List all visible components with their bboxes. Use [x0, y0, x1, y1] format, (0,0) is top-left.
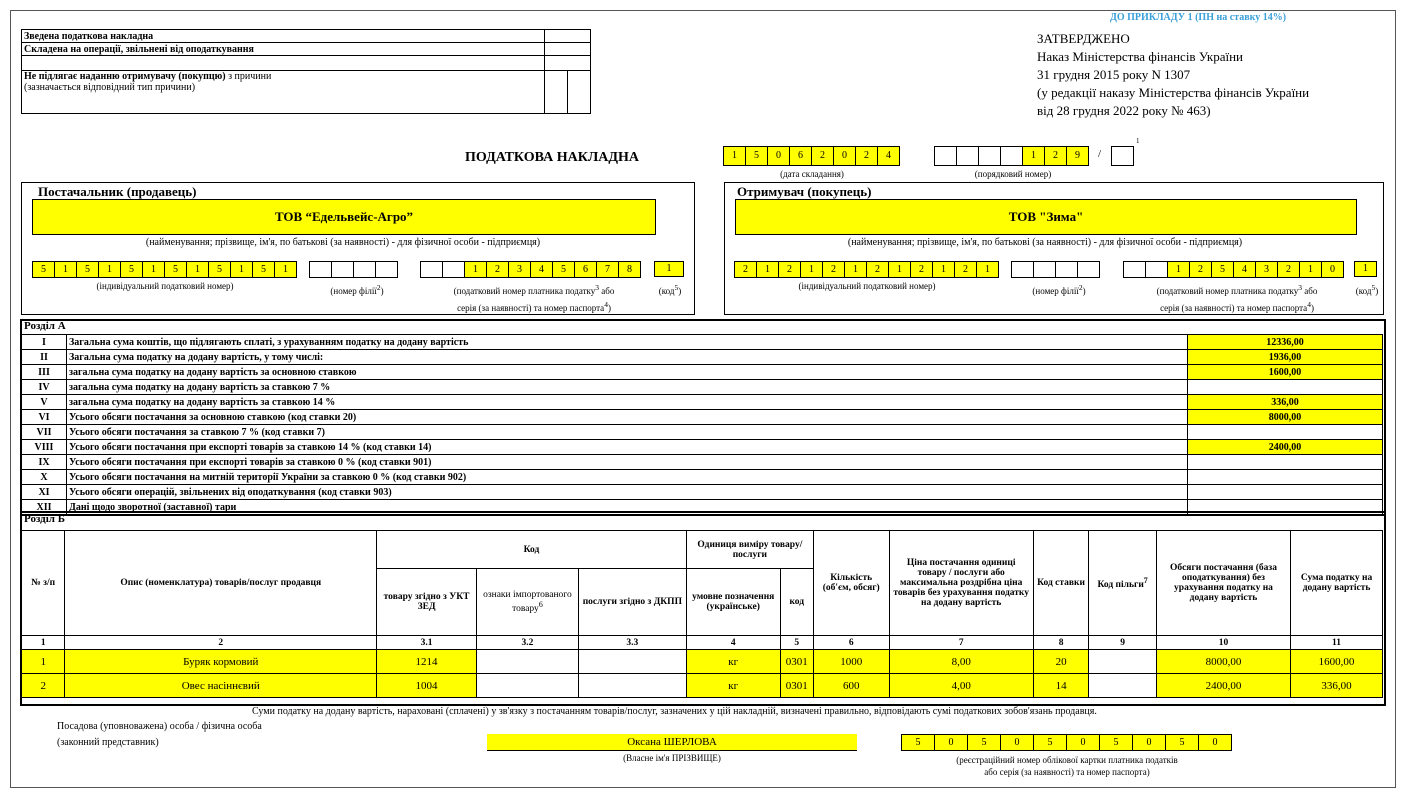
date-cells[interactable]	[723, 146, 899, 166]
reg-digit-9[interactable]: 0	[1198, 734, 1232, 751]
cell-imp[interactable]	[476, 650, 578, 674]
column-number: 5	[780, 636, 813, 650]
buyer-ipn-digit-3[interactable]: 1	[800, 261, 823, 278]
column-number: 2	[65, 636, 377, 650]
cell-uktzed[interactable]: 1004	[377, 674, 477, 698]
seller-ipn-digit-5[interactable]: 1	[142, 261, 165, 278]
h-unit: Одиниця виміру товару/послуги	[686, 531, 813, 569]
section-a-row-value[interactable]: 12336,00	[1188, 335, 1383, 350]
buyer-ipn-digit-6[interactable]: 2	[866, 261, 889, 278]
seller-ipn-digit-7[interactable]: 1	[186, 261, 209, 278]
buyer-passport-digit-2[interactable]: 1	[1167, 261, 1190, 278]
column-number: 3.2	[476, 636, 578, 650]
h-unit-name: умовне позначення (українське)	[686, 569, 780, 636]
cell-qty[interactable]: 600	[813, 674, 889, 698]
seller-code-caption: (код$^5$)	[658, 283, 682, 296]
buyer-passport-digit-0[interactable]	[1123, 261, 1146, 278]
table-row	[22, 650, 1383, 674]
cell-imp[interactable]	[476, 674, 578, 698]
column-number: 1	[22, 636, 65, 650]
h-desc: Опис (номенклатура) товарів/послуг продавця	[65, 531, 377, 636]
buyer-ipn-digit-9[interactable]: 1	[932, 261, 955, 278]
seller-passport-digit-5[interactable]: 4	[530, 261, 553, 278]
seller-branch-caption: (номер філії$^2$)	[330, 283, 384, 296]
cell-n[interactable]: 1	[22, 650, 65, 674]
seller-code-cell[interactable]: 1	[654, 261, 684, 277]
buyer-passport-digit-4[interactable]: 5	[1211, 261, 1234, 278]
reason-box-1[interactable]	[545, 71, 568, 114]
reg-caption: (реєстраційний номер облікової картки платника податків або серія (за наявності) та номер паспорта)	[956, 755, 1178, 777]
h-vat: Сума податку на додану вартість	[1291, 531, 1383, 636]
buyer-ipn-digit-5[interactable]: 1	[844, 261, 867, 278]
seller-passport-digit-4[interactable]: 3	[508, 261, 531, 278]
seller-ipn-caption: (індивідуальний податковий номер)	[96, 281, 234, 291]
column-number: 8	[1033, 636, 1088, 650]
section-a-row	[22, 395, 1383, 410]
seller-ipn-digit-4[interactable]: 5	[120, 261, 143, 278]
reg-digit-6[interactable]: 5	[1099, 734, 1133, 751]
section-a-row-value[interactable]: 1936,00	[1188, 350, 1383, 365]
column-number: 7	[889, 636, 1033, 650]
buyer-name[interactable]: ТОВ "Зима"	[735, 199, 1357, 235]
h-unit-code: код	[780, 569, 813, 636]
section-a-table	[21, 334, 1383, 515]
section-a-row-num: IX	[22, 455, 67, 470]
seller-passport-digit-0[interactable]	[420, 261, 443, 278]
section-a-row-num: III	[22, 365, 67, 380]
section-a-row-desc: Загальна сума коштів, що підлягають сплаті, з урахуванням податку на додану вартість	[67, 335, 1188, 350]
seller-ipn-digit-11[interactable]: 1	[274, 261, 297, 278]
buyer-ipn-digit-1[interactable]: 1	[756, 261, 779, 278]
number-digit-4[interactable]: 1	[1022, 146, 1045, 166]
footer-statement: Суми податку на додану вартість, нараховані (сплачені) у зв'язку з постачанням товарів/послуг, зазначених у цій накладній, визначені правильно, відповідають сумі податкових зобов'язань продавця.	[252, 706, 1097, 717]
number-caption: (порядковий номер)	[974, 169, 1052, 179]
section-a-row-value[interactable]: 8000,00	[1188, 410, 1383, 425]
cell-qty[interactable]: 1000	[813, 650, 889, 674]
seller-ipn-cells[interactable]	[32, 261, 296, 278]
buyer-ipn-cells[interactable]	[734, 261, 998, 278]
consolidated-box[interactable]	[545, 30, 591, 43]
cell-dkpp[interactable]	[578, 650, 686, 674]
reason-box-2[interactable]	[568, 71, 591, 114]
section-a-row-value[interactable]: 336,00	[1188, 395, 1383, 410]
buyer-code-caption: (код$^5$)	[1355, 283, 1379, 296]
h-uktzed: товару згідно з УКТ ЗЕД	[377, 569, 477, 636]
top-table	[21, 29, 591, 114]
section-a-row-num: V	[22, 395, 67, 410]
buyer-header: Отримувач (покупець)	[737, 184, 872, 199]
column-number: 9	[1089, 636, 1157, 650]
section-b-title: Розділ Б	[24, 513, 65, 525]
column-number: 6	[813, 636, 889, 650]
sup-1: 1	[1136, 137, 1140, 145]
column-number: 10	[1156, 636, 1290, 650]
section-a-row-value[interactable]	[1188, 380, 1383, 395]
section-a-row-num: VI	[22, 410, 67, 425]
cell-volume[interactable]: 8000,00	[1156, 650, 1290, 674]
number-digit-3[interactable]	[1000, 146, 1023, 166]
section-a-row-num: VII	[22, 425, 67, 440]
cell-ucode[interactable]: 0301	[780, 650, 813, 674]
section-b-table	[21, 530, 1383, 698]
buyer-ipn-digit-8[interactable]: 2	[910, 261, 933, 278]
cell-benefit[interactable]	[1089, 674, 1157, 698]
exempt-box[interactable]	[545, 43, 591, 56]
seller-ipn-digit-0[interactable]: 5	[32, 261, 55, 278]
reg-number-cells[interactable]	[901, 734, 1231, 751]
buyer-passport-digit-3[interactable]: 2	[1189, 261, 1212, 278]
date-digit-2[interactable]: 0	[767, 146, 790, 166]
seller-branch-digit-1[interactable]	[331, 261, 354, 278]
section-a-row-desc: Загальна сума податку на додану вартість, у тому числі:	[67, 350, 1188, 365]
date-digit-4[interactable]: 2	[811, 146, 834, 166]
column-number: 4	[686, 636, 780, 650]
cell-dkpp[interactable]	[578, 674, 686, 698]
buyer-passport-digit-8[interactable]: 1	[1299, 261, 1322, 278]
seller-passport-caption: (податковий номер платника податку$^3$ або серія (за наявності) та номер паспорта$^4$)	[453, 283, 615, 313]
section-a-row-desc: Усього обсяги постачання за ставкою 7 % (код ставки 7)	[67, 425, 1188, 440]
seller-passport-digit-2[interactable]: 1	[464, 261, 487, 278]
cell-unit[interactable]: кг	[686, 674, 780, 698]
number-digit-6[interactable]: 9	[1066, 146, 1089, 166]
section-a-row	[22, 380, 1383, 395]
section-a-row-value[interactable]: 2400,00	[1188, 440, 1383, 455]
buyer-ipn-digit-10[interactable]: 2	[954, 261, 977, 278]
cell-uktzed[interactable]: 1214	[377, 650, 477, 674]
section-a-row-desc: Усього обсяги постачання за основною ставкою (код ставки 20)	[67, 410, 1188, 425]
h-dkpp: послуги згідно з ДКПП	[578, 569, 686, 636]
section-a-row-num: IV	[22, 380, 67, 395]
buyer-ipn-digit-11[interactable]: 1	[976, 261, 999, 278]
section-a-row-value[interactable]	[1188, 470, 1383, 485]
section-a-row	[22, 335, 1383, 350]
section-a-row-num: VIII	[22, 440, 67, 455]
consolidated-label: Зведена податкова накладна	[22, 30, 545, 43]
reg-digit-8[interactable]: 5	[1165, 734, 1199, 751]
cell-price[interactable]: 8,00	[889, 650, 1033, 674]
seller-passport-digit-6[interactable]: 5	[552, 261, 575, 278]
buyer-passport-digit-9[interactable]: 0	[1321, 261, 1344, 278]
signer-name[interactable]: Оксана ШЕРЛОВА	[487, 734, 857, 751]
buyer-branch-digit-0[interactable]	[1011, 261, 1034, 278]
buyer-ipn-digit-0[interactable]: 2	[734, 261, 757, 278]
reg-digit-5[interactable]: 0	[1066, 734, 1100, 751]
number-digit-5[interactable]: 2	[1044, 146, 1067, 166]
section-a-row-num: XII	[22, 500, 67, 515]
section-a-row	[22, 440, 1383, 455]
cell-desc[interactable]: Буряк кормовий	[65, 650, 377, 674]
reg-digit-3[interactable]: 0	[1000, 734, 1034, 751]
date-digit-5[interactable]: 0	[833, 146, 856, 166]
section-a-row-desc: загальна сума податку на додану вартість за ставкою 7 %	[67, 380, 1188, 395]
cell-ucode[interactable]: 0301	[780, 674, 813, 698]
section-a-row-desc: загальна сума податку на додану вартість за ставкою 14 %	[67, 395, 1188, 410]
buyer-passport-digit-5[interactable]: 4	[1233, 261, 1256, 278]
buyer-name-caption: (найменування; прізвище, ім'я, по батькові (за наявності) - для фізичної особи - підприємця)	[847, 237, 1243, 248]
h-price: Ціна постачання одиниці товару / послуги або максимальна роздрібна ціна товарів без урахування податку на додану вартість	[889, 531, 1033, 636]
section-a-row-desc: Усього обсяги постачання на митній території України за ставкою 0 % (код ставки 902)	[67, 470, 1188, 485]
number-cells[interactable]	[934, 146, 1088, 166]
section-a-row	[22, 485, 1383, 500]
cell-desc[interactable]: Овес насіннєвий	[65, 674, 377, 698]
seller-passport-cells[interactable]	[420, 261, 640, 278]
section-a-row-value[interactable]: 1600,00	[1188, 365, 1383, 380]
section-a-row	[22, 410, 1383, 425]
seller-name[interactable]: ТОВ “Едельвейс-Агро”	[32, 199, 656, 235]
buyer-ipn-digit-2[interactable]: 2	[778, 261, 801, 278]
buyer-ipn-digit-4[interactable]: 2	[822, 261, 845, 278]
seller-passport-digit-9[interactable]: 8	[618, 261, 641, 278]
cell-unit[interactable]: кг	[686, 650, 780, 674]
h-benefit: Код пільги$^7$	[1089, 531, 1157, 636]
cell-rate[interactable]: 20	[1033, 650, 1088, 674]
seller-ipn-digit-10[interactable]: 5	[252, 261, 275, 278]
approval-block: ЗАТВЕРДЖЕНО Наказ Міністерства фінансів України 31 грудня 2015 року N 1307 (у редакції наказу Міністерства фінансів України від 28 грудня 2022 року № 463)	[1037, 31, 1310, 118]
column-number: 11	[1291, 636, 1383, 650]
section-a-row	[22, 350, 1383, 365]
seller-ipn-digit-3[interactable]: 1	[98, 261, 121, 278]
section-a-row-desc: Дані щодо зворотної (заставної) тари	[67, 500, 1188, 515]
column-number: 3.1	[377, 636, 477, 650]
reg-digit-2[interactable]: 5	[967, 734, 1001, 751]
h-volume: Обсяги постачання (база оподаткування) без урахування податку на додану вартість	[1156, 531, 1290, 636]
section-a-row-value[interactable]	[1188, 425, 1383, 440]
section-a-row-desc: Усього обсяги постачання при експорті товарів за ставкою 14 % (код ставки 14)	[67, 440, 1188, 455]
section-a-row-num: I	[22, 335, 67, 350]
reg-digit-0[interactable]: 5	[901, 734, 935, 751]
h-num: № з/п	[22, 531, 65, 636]
seller-header: Постачальник (продавець)	[38, 184, 197, 199]
seller-passport-digit-7[interactable]: 6	[574, 261, 597, 278]
exempt-label: Складена на операції, звільнені від оподаткування	[22, 43, 545, 56]
seller-branch-digit-2[interactable]	[353, 261, 376, 278]
date-caption: (дата складання)	[780, 169, 844, 179]
number-digit-0[interactable]	[934, 146, 957, 166]
seller-ipn-digit-8[interactable]: 5	[208, 261, 231, 278]
section-a-row	[22, 470, 1383, 485]
section-a-row	[22, 425, 1383, 440]
seller-branch-cells[interactable]	[309, 261, 397, 278]
cell-n[interactable]: 2	[22, 674, 65, 698]
buyer-branch-caption: (номер філії$^2$)	[1032, 283, 1086, 296]
number-digit-2[interactable]	[978, 146, 1001, 166]
cell-volume[interactable]: 2400,00	[1156, 674, 1290, 698]
official-line1: Посадова (уповноважена) особа / фізична особа	[57, 721, 262, 732]
reg-digit-7[interactable]: 0	[1132, 734, 1166, 751]
seller-passport-digit-1[interactable]	[442, 261, 465, 278]
seller-branch-digit-3[interactable]	[375, 261, 398, 278]
seller-passport-digit-8[interactable]: 7	[596, 261, 619, 278]
section-a-row	[22, 455, 1383, 470]
date-digit-7[interactable]: 4	[877, 146, 900, 166]
cell-benefit[interactable]	[1089, 650, 1157, 674]
seller-ipn-digit-6[interactable]: 5	[164, 261, 187, 278]
buyer-ipn-caption: (індивідуальний податковий номер)	[798, 281, 936, 291]
section-a-row-desc: Усього обсяги операцій, звільнених від оподаткування (код ставки 903)	[67, 485, 1188, 500]
buyer-branch-digit-2[interactable]	[1055, 261, 1078, 278]
seller-ipn-digit-9[interactable]: 1	[230, 261, 253, 278]
section-a-row-num: XI	[22, 485, 67, 500]
buyer-branch-cells[interactable]	[1011, 261, 1099, 278]
cell-rate[interactable]: 14	[1033, 674, 1088, 698]
seller-ipn-digit-1[interactable]: 1	[54, 261, 77, 278]
section-a-row	[22, 365, 1383, 380]
reg-digit-1[interactable]: 0	[934, 734, 968, 751]
cell-vat[interactable]: 1600,00	[1291, 650, 1383, 674]
table-row	[22, 674, 1383, 698]
section-a-row-value[interactable]	[1188, 455, 1383, 470]
reg-digit-4[interactable]: 5	[1033, 734, 1067, 751]
h-qty: Кількість (об'єм, обсяг)	[813, 531, 889, 636]
doc-title: ПОДАТКОВА НАКЛАДНА	[465, 150, 640, 165]
h-code: Код	[377, 531, 687, 569]
signer-caption: (Власне ім'я ПРІЗВИЩЕ)	[623, 753, 721, 763]
section-a-row-num: X	[22, 470, 67, 485]
buyer-passport-digit-7[interactable]: 2	[1277, 261, 1300, 278]
buyer-passport-digit-6[interactable]: 3	[1255, 261, 1278, 278]
not-provided-label: Не підлягає наданню отримувачу (покупцю) з причини (зазначається відповідний тип причини)	[22, 71, 545, 114]
date-digit-0[interactable]: 1	[723, 146, 746, 166]
buyer-passport-digit-1[interactable]	[1145, 261, 1168, 278]
section-a-row-value[interactable]	[1188, 485, 1383, 500]
buyer-ipn-digit-7[interactable]: 1	[888, 261, 911, 278]
section-a-row-num: II	[22, 350, 67, 365]
buyer-branch-digit-1[interactable]	[1033, 261, 1056, 278]
cell-price[interactable]: 4,00	[889, 674, 1033, 698]
h-import: ознаки імпортованого товару$^6$	[476, 569, 578, 636]
section-a-title: Розділ А	[24, 320, 66, 332]
buyer-passport-cells[interactable]	[1123, 261, 1343, 278]
appendix-label: ДО ПРИКЛАДУ 1 (ПН на ставку 14%)	[1110, 12, 1287, 23]
number-suffix-box[interactable]	[1111, 146, 1134, 166]
column-number: 3.3	[578, 636, 686, 650]
buyer-code-cell[interactable]: 1	[1354, 261, 1377, 277]
buyer-passport-caption: (податковий номер платника податку$^3$ або серія (за наявності) та номер паспорта$^4$)	[1156, 283, 1318, 313]
buyer-branch-digit-3[interactable]	[1077, 261, 1100, 278]
seller-branch-digit-0[interactable]	[309, 261, 332, 278]
slash: /	[1098, 148, 1102, 160]
h-rate: Код ставки	[1033, 531, 1088, 636]
number-digit-1[interactable]	[956, 146, 979, 166]
seller-passport-digit-3[interactable]: 2	[486, 261, 509, 278]
seller-name-caption: (найменування; прізвище, ім'я, по батькові (за наявності) - для фізичної особи - підприємця)	[145, 237, 541, 248]
date-digit-6[interactable]: 2	[855, 146, 878, 166]
section-a-row-desc: Усього обсяги постачання при експорті товарів за ставкою 0 % (код ставки 901)	[67, 455, 1188, 470]
seller-ipn-digit-2[interactable]: 5	[76, 261, 99, 278]
section-a-row-desc: загальна сума податку на додану вартість за основною ставкою	[67, 365, 1188, 380]
cell-vat[interactable]: 336,00	[1291, 674, 1383, 698]
date-digit-1[interactable]: 5	[745, 146, 768, 166]
official-line2: (законний представник)	[57, 737, 159, 748]
date-digit-3[interactable]: 6	[789, 146, 812, 166]
